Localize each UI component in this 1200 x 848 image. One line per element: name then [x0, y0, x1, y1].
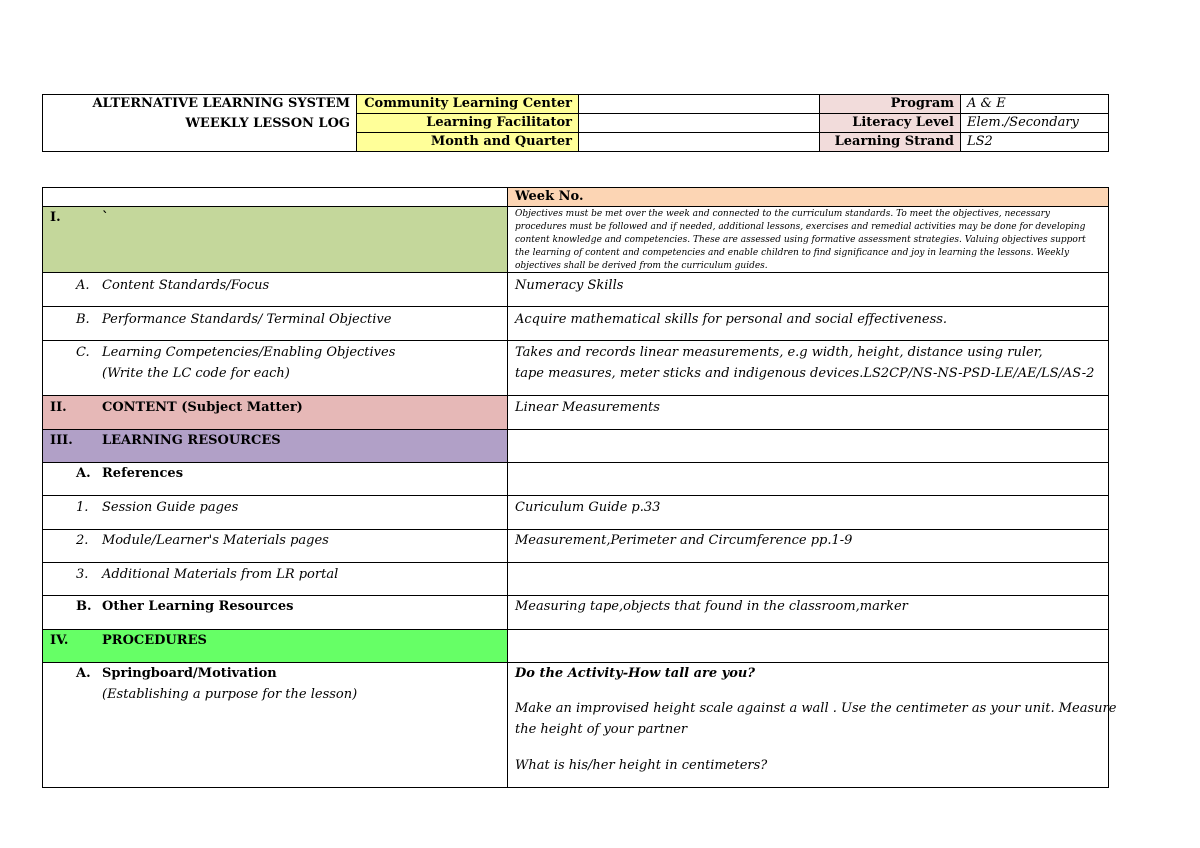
performance-standards-value-cell[interactable] [507, 306, 1109, 341]
competencies-value-line1: Takes and records linear measurements, e.g width, height, distance using ruler, [515, 345, 1043, 360]
performance-standards-num: B. [76, 312, 90, 327]
other-resources-value-cell[interactable] [507, 595, 1109, 630]
springboard-activity-question: What is his/her height in centimeters? [515, 758, 768, 773]
module-value: Measurement,Perimeter and Circumference pp.1-9 [515, 533, 853, 548]
procedures-num: IV. [50, 633, 69, 648]
content-label-cell [42, 395, 508, 430]
resources-label-cell [42, 429, 508, 463]
session-guide-label-cell [42, 495, 508, 530]
facilitator-value[interactable] [578, 113, 820, 133]
objectives-title: ` [102, 210, 109, 225]
objectives-header-cell [42, 206, 508, 273]
module-num: 2. [76, 533, 89, 548]
competencies-value-cell[interactable] [507, 340, 1109, 396]
session-guide-num: 1. [76, 500, 89, 515]
week-no-cell [507, 187, 1109, 207]
other-resources-value: Measuring tape,objects that found in the classroom,marker [515, 599, 908, 614]
springboard-label-cell [42, 662, 508, 788]
content-value-cell[interactable] [507, 395, 1109, 430]
clc-value[interactable] [578, 94, 820, 114]
facilitator-label: Learning Facilitator [356, 113, 579, 133]
additional-materials-num: 3. [76, 567, 89, 582]
program-value[interactable]: A & E [960, 94, 1109, 114]
springboard-num: A. [76, 666, 91, 681]
session-guide-value-cell[interactable] [507, 495, 1109, 530]
objectives-note-cell [507, 206, 1109, 273]
week-no-label: Week No. [515, 189, 584, 204]
competencies-sublabel: (Write the LC code for each) [102, 366, 290, 381]
springboard-activity-title: Do the Activity-How tall are you? [515, 666, 755, 681]
literacy-level-label: Literacy Level [819, 113, 961, 133]
resources-num: III. [50, 433, 73, 448]
log-title: WEEKLY LESSON LOG [185, 116, 350, 131]
competencies-label-cell [42, 340, 508, 396]
content-standards-value-cell[interactable] [507, 272, 1109, 307]
procedures-label: PROCEDURES [102, 633, 207, 648]
procedures-label-cell [42, 629, 508, 663]
content-standards-label-cell [42, 272, 508, 307]
springboard-activity-line2: the height of your partner [515, 722, 688, 737]
other-resources-num: B. [76, 599, 92, 614]
session-guide-value: Curiculum Guide p.33 [515, 500, 661, 515]
performance-standards-label: Performance Standards/ Terminal Objective [102, 312, 392, 327]
springboard-label: Springboard/Motivation [102, 666, 277, 681]
springboard-sublabel: (Establishing a purpose for the lesson) [102, 687, 358, 702]
springboard-activity-line1: Make an improvised height scale against a wall . Use the centimeter as your unit. Measure [515, 701, 1117, 716]
procedures-value-cell[interactable] [507, 629, 1109, 663]
content-standards-label: Content Standards/Focus [102, 278, 270, 293]
content-num: II. [50, 400, 67, 415]
other-resources-label-cell [42, 595, 508, 630]
content-standards-value: Numeracy Skills [515, 278, 624, 293]
springboard-value-cell[interactable] [507, 662, 1117, 788]
competencies-num: C. [76, 345, 90, 360]
org-title: ALTERNATIVE LEARNING SYSTEM [92, 96, 350, 111]
module-label: Module/Learner's Materials pages [102, 533, 329, 548]
content-label: CONTENT (Subject Matter) [102, 400, 303, 415]
competencies-value-line2: tape measures, meter sticks and indigenous devices.LS2CP/NS-NS-PSD-LE/AE/LS/AS-2 [515, 366, 1095, 381]
content-standards-num: A. [76, 278, 90, 293]
performance-standards-value: Acquire mathematical skills for personal and social effectiveness. [515, 312, 948, 327]
learning-strand-label: Learning Strand [819, 132, 961, 152]
month-quarter-value[interactable] [578, 132, 820, 152]
session-guide-label: Session Guide pages [102, 500, 239, 515]
references-value-cell[interactable] [507, 462, 1109, 496]
month-quarter-label: Month and Quarter [356, 132, 579, 152]
learning-strand-value[interactable]: LS2 [960, 132, 1109, 152]
literacy-level-value[interactable]: Elem./Secondary [960, 113, 1109, 133]
additional-materials-label-cell [42, 562, 508, 596]
references-label: References [102, 466, 184, 481]
objectives-note: Objectives must be met over the week and connected to the curriculum standards. To meet the objectives, necessary procedures must be followed and if needed, additional lessons, exercises and remedial activities may be done for developing content knowledge and competencies. These are assessed using formative assessment strategies. Valuing objectives support the learning of content and competencies and enable children to find significance and joy in learning the lessons. Weekly objectives shall be derived from the curriculum guides. [515, 209, 1086, 271]
other-resources-label: Other Learning Resources [102, 599, 294, 614]
resources-label: LEARNING RESOURCES [102, 433, 281, 448]
module-value-cell[interactable] [507, 529, 1109, 563]
week-left-cell [42, 187, 508, 207]
content-value: Linear Measurements [515, 400, 660, 415]
clc-label: Community Learning Center [356, 94, 579, 114]
resources-value-cell[interactable] [507, 429, 1109, 463]
performance-standards-label-cell [42, 306, 508, 341]
references-num: A. [76, 466, 91, 481]
objectives-number: I. [50, 210, 61, 225]
additional-materials-value-cell[interactable] [507, 562, 1109, 596]
module-label-cell [42, 529, 508, 563]
program-label: Program [819, 94, 961, 114]
competencies-label: Learning Competencies/Enabling Objectives [102, 345, 396, 360]
additional-materials-label: Additional Materials from LR portal [102, 567, 339, 582]
references-label-cell [42, 462, 508, 496]
